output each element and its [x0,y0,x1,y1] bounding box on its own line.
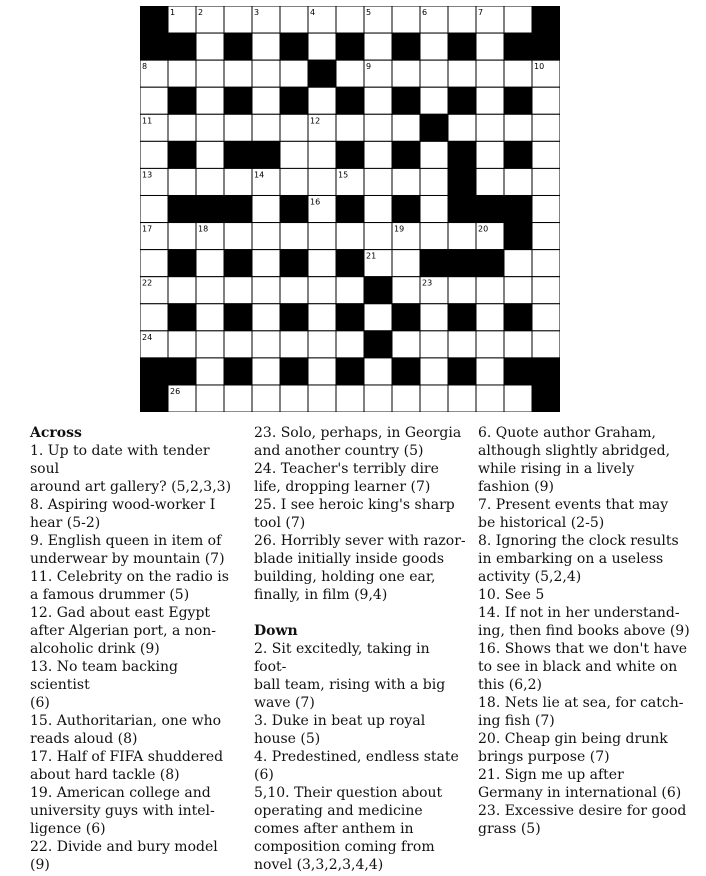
white-cell[interactable] [196,60,224,87]
white-cell[interactable] [196,385,224,412]
clue-item: 9. English queen in item of underwear by mountain (7) [30,533,225,567]
white-cell[interactable] [476,385,504,412]
clue-item: 21. Sign me up after Germany in international (6) [478,767,682,801]
black-cell [420,250,448,277]
white-cell[interactable] [476,114,504,141]
black-cell [224,304,252,331]
white-cell[interactable] [252,385,280,412]
white-cell[interactable] [504,6,532,33]
white-cell[interactable] [392,250,420,277]
clue-item: 11. Celebrity on the radio is a famous drummer (5) [30,569,229,603]
black-cell [504,358,532,385]
white-cell[interactable] [364,304,392,331]
black-cell [504,141,532,168]
clue-item: 14. If not in her understand- ing, then find books above (9) [478,605,690,639]
cell-number: 12 [310,116,321,126]
white-cell[interactable] [140,250,168,277]
white-cell[interactable] [392,331,420,358]
white-cell[interactable] [420,33,448,60]
white-cell[interactable] [280,60,308,87]
white-cell[interactable] [448,385,476,412]
white-cell[interactable] [196,331,224,358]
white-cell[interactable] [504,331,532,358]
black-cell [280,304,308,331]
black-cell [364,277,392,304]
white-cell[interactable] [252,358,280,385]
clues-column-middle [254,424,466,874]
white-cell[interactable] [224,331,252,358]
clue-item: 1. Up to date with tender soul around art gallery? (5,2,3,3) [30,443,232,495]
white-cell[interactable] [196,141,224,168]
white-cell[interactable] [308,223,336,250]
white-cell[interactable] [196,33,224,60]
white-cell[interactable] [308,331,336,358]
white-cell[interactable] [336,223,364,250]
white-cell[interactable] [168,60,196,87]
black-cell [476,195,504,222]
black-cell [504,195,532,222]
clue-item: 7. Present events that may be historical (2-5) [478,497,669,531]
black-cell [448,358,476,385]
black-cell [140,6,168,33]
white-cell[interactable] [476,168,504,195]
clue-item: 6. Quote author Graham, although slightly abridged, while rising in a lively fashion (9) [478,425,671,495]
white-cell[interactable] [280,168,308,195]
cell-number: 9 [366,62,372,72]
across-clue-list-continued [254,424,466,604]
black-cell [280,250,308,277]
cell-number: 23 [422,278,433,288]
white-cell[interactable] [224,6,252,33]
white-cell[interactable] [280,6,308,33]
white-cell[interactable] [140,141,168,168]
white-cell[interactable] [448,60,476,87]
black-cell [140,385,168,412]
white-cell[interactable] [252,87,280,114]
white-cell[interactable] [504,60,532,87]
white-cell[interactable] [448,331,476,358]
clue-item: 8. Ignoring the clock results in embarking on a useless activity (5,2,4) [478,533,679,585]
white-cell[interactable] [280,223,308,250]
white-cell[interactable] [336,277,364,304]
clue-item: 26. Horribly sever with razor- blade initially inside goods building, holding one ear, finally, in film (9,4) [254,533,466,603]
white-cell[interactable] [196,250,224,277]
black-cell [448,87,476,114]
spacer [254,604,466,622]
black-cell [532,358,560,385]
black-cell [280,33,308,60]
cell-number: 19 [394,224,405,234]
white-cell[interactable] [532,250,560,277]
white-cell[interactable] [364,168,392,195]
black-cell [336,141,364,168]
black-cell [448,33,476,60]
white-cell[interactable] [420,331,448,358]
white-cell[interactable] [392,168,420,195]
black-cell [448,195,476,222]
white-cell[interactable] [308,358,336,385]
clue-item: 15. Authoritarian, one who reads aloud (8) [30,713,222,747]
black-cell [280,358,308,385]
white-cell[interactable] [420,168,448,195]
clue-item: 10. See 5 [478,587,545,603]
white-cell[interactable] [392,114,420,141]
white-cell[interactable] [308,87,336,114]
white-cell[interactable] [448,114,476,141]
black-cell [392,33,420,60]
white-cell[interactable] [308,250,336,277]
white-cell[interactable] [476,331,504,358]
white-cell[interactable] [336,331,364,358]
black-cell [168,358,196,385]
white-cell[interactable] [420,141,448,168]
black-cell [168,33,196,60]
white-cell[interactable] [224,60,252,87]
clue-item: 12. Gad about east Egypt after Algerian port, a non- alcoholic drink (9) [30,605,216,657]
white-cell[interactable] [196,168,224,195]
cell-number: 26 [170,386,181,396]
down-clue-list [254,640,466,874]
clue-item: 16. Shows that we don't have to see in black and white on this (6,2) [478,641,688,693]
clue-item: 8. Aspiring wood-worker I hear (5-2) [30,497,216,531]
black-cell [336,33,364,60]
black-cell [168,141,196,168]
white-cell[interactable] [364,87,392,114]
white-cell[interactable] [392,277,420,304]
white-cell[interactable] [364,141,392,168]
black-cell [168,87,196,114]
white-cell[interactable] [140,304,168,331]
black-cell [196,195,224,222]
cell-number: 22 [142,278,153,288]
black-cell [504,33,532,60]
black-cell [532,6,560,33]
white-cell[interactable] [308,141,336,168]
black-cell [392,141,420,168]
white-cell[interactable] [252,33,280,60]
white-cell[interactable] [364,223,392,250]
black-cell [224,87,252,114]
cell-number: 7 [478,8,484,17]
cell-number: 1 [170,8,176,17]
black-cell [392,358,420,385]
cell-number: 18 [198,224,209,234]
white-cell[interactable] [476,60,504,87]
white-cell[interactable] [168,331,196,358]
clue-item: 13. No team backing scientist (6) [30,659,178,711]
black-cell [392,304,420,331]
white-cell[interactable] [224,385,252,412]
white-cell[interactable] [308,168,336,195]
cell-number: 20 [478,224,489,234]
black-cell [224,195,252,222]
clue-item: 19. American college and university guys with intel- ligence (6) [30,785,215,837]
white-cell[interactable] [252,223,280,250]
white-cell[interactable] [420,223,448,250]
clue-item: 5,10. Their question about operating and medicine comes after anthem in composition coming from novel (3,3,2,3,4,4) [254,785,443,873]
black-cell [336,195,364,222]
white-cell[interactable] [252,60,280,87]
black-cell [448,304,476,331]
black-cell [532,385,560,412]
clues-column-right [478,424,690,838]
white-cell[interactable] [420,358,448,385]
white-cell[interactable] [532,195,560,222]
down-heading: Down [254,623,298,639]
black-cell [252,141,280,168]
white-cell[interactable] [392,385,420,412]
black-cell [504,304,532,331]
white-cell[interactable] [504,250,532,277]
white-cell[interactable] [308,385,336,412]
white-cell[interactable] [532,331,560,358]
black-cell [532,33,560,60]
black-cell [336,250,364,277]
black-cell [168,195,196,222]
black-cell [420,114,448,141]
black-cell [392,195,420,222]
white-cell[interactable] [280,114,308,141]
across-clue-list [30,442,242,874]
white-cell[interactable] [280,277,308,304]
white-cell[interactable] [364,385,392,412]
white-cell[interactable] [168,114,196,141]
white-cell[interactable] [140,195,168,222]
white-cell[interactable] [504,277,532,304]
white-cell[interactable] [420,304,448,331]
white-cell[interactable] [336,6,364,33]
white-cell[interactable] [336,385,364,412]
black-cell [336,304,364,331]
white-cell[interactable] [532,168,560,195]
black-cell [476,250,504,277]
black-cell [336,87,364,114]
black-cell [280,87,308,114]
white-cell[interactable] [364,33,392,60]
clue-item: 18. Nets lie at sea, for catch- ing fish (7) [478,695,684,729]
white-cell[interactable] [140,87,168,114]
white-cell[interactable] [196,114,224,141]
white-cell[interactable] [224,168,252,195]
crossword-grid [140,6,560,412]
white-cell[interactable] [504,114,532,141]
cell-number: 2 [198,8,204,17]
white-cell[interactable] [476,304,504,331]
white-cell[interactable] [476,358,504,385]
white-cell[interactable] [308,277,336,304]
cell-number: 16 [310,197,321,207]
clue-item: 17. Half of FIFA shuddered about hard tackle (8) [30,749,224,783]
white-cell[interactable] [336,114,364,141]
clue-item: 3. Duke in beat up royal house (5) [254,713,426,747]
clue-item: 20. Cheap gin being drunk brings purpose (7) [478,731,668,765]
black-cell [224,250,252,277]
cell-number: 4 [310,8,316,17]
white-cell[interactable] [420,60,448,87]
cell-number: 24 [142,332,153,342]
white-cell[interactable] [196,358,224,385]
white-cell[interactable] [252,250,280,277]
white-cell[interactable] [532,114,560,141]
white-cell[interactable] [336,60,364,87]
white-cell[interactable] [168,277,196,304]
white-cell[interactable] [448,6,476,33]
white-cell[interactable] [504,385,532,412]
white-cell[interactable] [532,141,560,168]
white-cell[interactable] [224,223,252,250]
cell-number: 21 [366,251,377,261]
white-cell[interactable] [308,304,336,331]
across-heading: Across [30,425,82,441]
white-cell[interactable] [252,277,280,304]
cell-number: 5 [366,8,372,17]
cell-number: 13 [142,170,153,180]
white-cell[interactable] [280,331,308,358]
white-cell[interactable] [448,223,476,250]
black-cell [448,141,476,168]
white-cell[interactable] [364,114,392,141]
clue-item: 2. Sit excitedly, taking in foot- ball team, rising with a big wave (7) [254,641,446,711]
white-cell[interactable] [420,87,448,114]
cell-number: 6 [422,8,428,17]
white-cell[interactable] [280,385,308,412]
white-cell[interactable] [476,277,504,304]
white-cell[interactable] [420,385,448,412]
white-cell[interactable] [252,331,280,358]
white-cell[interactable] [532,277,560,304]
black-cell [448,250,476,277]
white-cell[interactable] [532,304,560,331]
black-cell [140,358,168,385]
cell-number: 10 [534,62,545,72]
down-clue-list-continued [478,424,690,838]
white-cell[interactable] [392,6,420,33]
white-cell[interactable] [196,304,224,331]
cell-number: 3 [254,8,260,17]
cell-number: 11 [142,116,153,126]
cell-number: 8 [142,62,148,72]
white-cell[interactable] [392,60,420,87]
white-cell[interactable] [168,223,196,250]
black-cell [504,223,532,250]
white-cell[interactable] [532,87,560,114]
clue-item: 25. I see heroic king's sharp tool (7) [254,497,455,531]
black-cell [392,87,420,114]
white-cell[interactable] [252,114,280,141]
white-cell[interactable] [448,277,476,304]
black-cell [280,195,308,222]
white-cell[interactable] [420,195,448,222]
clue-item: 24. Teacher's terribly dire life, dropping learner (7) [254,461,439,495]
white-cell[interactable] [308,33,336,60]
white-cell[interactable] [196,277,224,304]
clue-item: 23. Excessive desire for good grass (5) [478,803,687,837]
white-cell[interactable] [364,195,392,222]
black-cell [336,358,364,385]
black-cell [224,141,252,168]
white-cell[interactable] [364,358,392,385]
grid-svg [140,6,560,412]
cell-number: 17 [142,224,153,234]
cell-number: 15 [338,170,349,180]
black-cell [224,33,252,60]
white-cell[interactable] [224,277,252,304]
white-cell[interactable] [252,195,280,222]
black-cell [168,304,196,331]
white-cell[interactable] [532,223,560,250]
white-cell[interactable] [504,168,532,195]
black-cell [224,358,252,385]
white-cell[interactable] [476,33,504,60]
clue-item: 22. Divide and bury model (9) [30,839,218,873]
black-cell [308,60,336,87]
cell-number: 14 [254,170,265,180]
black-cell [448,168,476,195]
black-cell [140,33,168,60]
white-cell[interactable] [224,114,252,141]
white-cell[interactable] [196,87,224,114]
white-cell[interactable] [252,304,280,331]
cell-number: 25 [366,332,377,342]
clue-item: 4. Predestined, endless state (6) [254,749,459,783]
clues-column-left [30,424,242,874]
white-cell[interactable] [168,168,196,195]
white-cell[interactable] [280,141,308,168]
white-cell[interactable] [476,87,504,114]
black-cell [504,87,532,114]
clue-item: 23. Solo, perhaps, in Georgia and another country (5) [254,425,462,459]
black-cell [168,250,196,277]
white-cell[interactable] [476,141,504,168]
